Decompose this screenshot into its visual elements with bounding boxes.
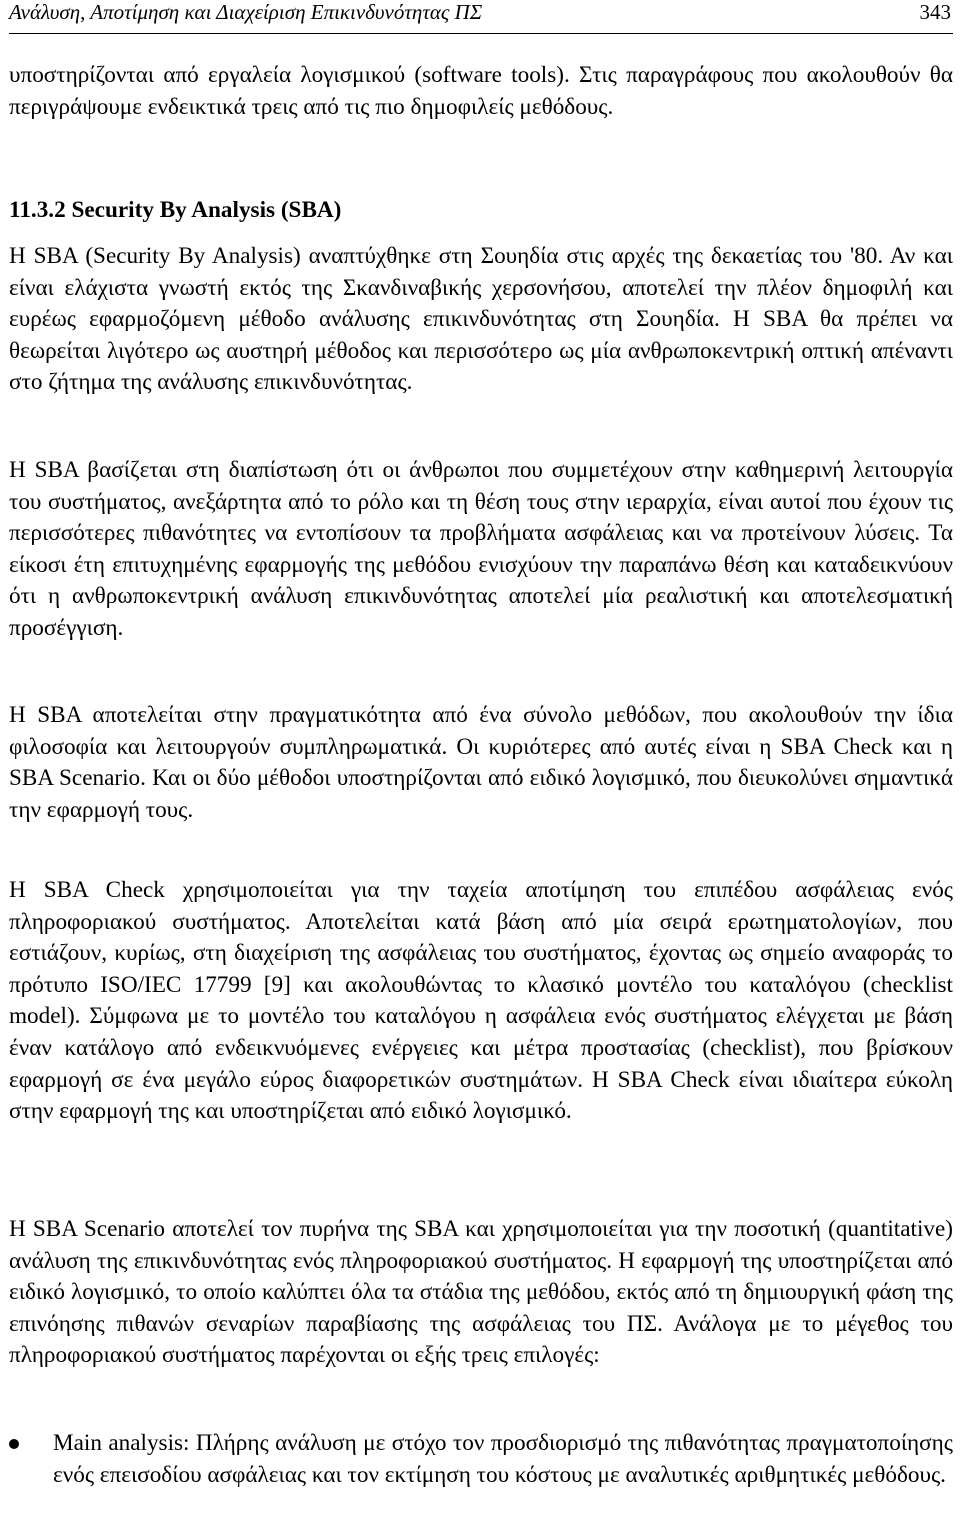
paragraph-5: Η SBA Scenario αποτελεί τον πυρήνα της SBA και χρησιμοποιείται για την ποσοτική (quantitative) ανάλυση της επικινδυνότητας ενός πληροφοριακού συστήματος. Η εφαρμογή της υποστηρίζεται από ειδικό λογισμικό, το οποίο καλύπτει όλα τα στάδια της μεθόδου, εκτός από τη δημιουργική φάση της επινόησης πιθανών σεναρίων παραβίασης της ασφάλειας του ΠΣ. Ανάλογα με το μέγεθος του πληροφοριακού συστήματος παρέχονται οι εξής τρεις επιλογές: [9, 1216, 953, 1369]
running-header [9, 0, 953, 24]
header-rule [9, 33, 953, 34]
page-number: 343 [919, 0, 951, 24]
paragraph-1: Η SBA (Security By Analysis) αναπτύχθηκε στη Σουηδία στις αρχές της δεκαετίας του '80. Αν και είναι ελάχιστα γνωστή εκτός της Σκανδιναβικής χερσονήσου, αποτελεί την πλέον δημοφιλή και ευρέως εφαρμοζόμενη μέθοδο ανάλυσης επικινδυνότητας στη Σουηδία. Η SBA θα πρέπει να θεωρείται λιγότερο ως αυστηρή μέθοδος και περισσότερο ως μία ανθρωποκεντρική οπτική απέναντι στο ζήτημα της ανάλυσης επικινδυνότητας. [9, 243, 953, 396]
paragraph-2: Η SBA βασίζεται στη διαπίστωση ότι οι άνθρωποι που συμμετέχουν στην καθημερινή λειτουργία του συστήματος, ανεξάρτητα από το ρόλο και τη θέση τους στην ιεραρχία, είναι αυτοί που έχουν τις περισσότερες πιθανότητες να εντοπίσουν τα προβλήματα ασφάλειας και να προτείνουν λύσεις. Τα είκοσι έτη επιτυχημένης εφαρμογής της μεθόδου ενισχύουν την παραπάνω θέση και καταδεικνύουν ότι η ανθρωποκεντρική ανάλυση επικινδυνότητας αποτελεί μία ρεαλιστική και αποτελεσματική προσέγγιση. [9, 457, 953, 641]
bullet-item [9, 1428, 953, 1491]
intro-paragraph: υποστηρίζονται από εργαλεία λογισμικού (software tools). Στις παραγράφους που ακολουθούν θα περιγράψουμε ενδεικτικά τρεις από τις πιο δημοφιλείς μεθόδους. [9, 62, 953, 120]
bullet-list [9, 1428, 953, 1491]
running-header-title: Ανάλυση, Αποτίμηση και Διαχείριση Επικινδυνότητας ΠΣ [9, 0, 483, 24]
bullet-icon [9, 1439, 19, 1449]
paragraph-4: Η SBA Check χρησιμοποιείται για την ταχεία αποτίμηση του επιπέδου ασφάλειας ενός πληροφοριακού συστήματος. Αποτελείται κατά βάση από μία σειρά ερωτηματολογίων, που εστιάζουν, κυρίως, στη διαχείριση της ασφάλειας του συστήματος, έχοντας ως σημείο αναφοράς το πρότυπο ISO/IEC 17799 [9] και ακολουθώντας το κλασικό μοντέλο του καταλόγου (checklist model). Σύμφωνα με το μοντέλο του καταλόγου η ασφάλεια ενός συστήματος ελέγχεται με βάση έναν κατάλογο από ενδεικνυόμενες ενέργειες και μέτρα προστασίας (checklist), που βρίσκουν εφαρμογή σε ένα μεγάλο εύρος διαφορετικών συστημάτων. Η SBA Check είναι ιδιαίτερα εύκολη στην εφαρμογή της και υποστηρίζεται από ειδικό λογισμικό. [9, 877, 953, 1125]
bullet-text: Main analysis: Πλήρης ανάλυση με στόχο τον προσδιορισμό της πιθανότητας πραγματοποίησης ενός επεισοδίου ασφάλειας και τον εκτίμηση του κόστους με αναλυτικές αριθμητικές μεθόδους. [53, 1430, 953, 1488]
section-heading: 11.3.2 Security By Analysis (SBA) [9, 197, 342, 223]
paragraph-3: Η SBA αποτελείται στην πραγματικότητα από ένα σύνολο μεθόδων, που ακολουθούν την ίδια φιλοσοφία και λειτουργούν συμπληρωματικά. Οι κυριότερες από αυτές είναι η SBA Check και η SBA Scenario. Και οι δύο μέθοδοι υποστηρίζονται από ειδικό λογισμικό, που διευκολύνει σημαντικά την εφαρμογή τους. [9, 702, 953, 823]
document-page [9, 0, 953, 1488]
